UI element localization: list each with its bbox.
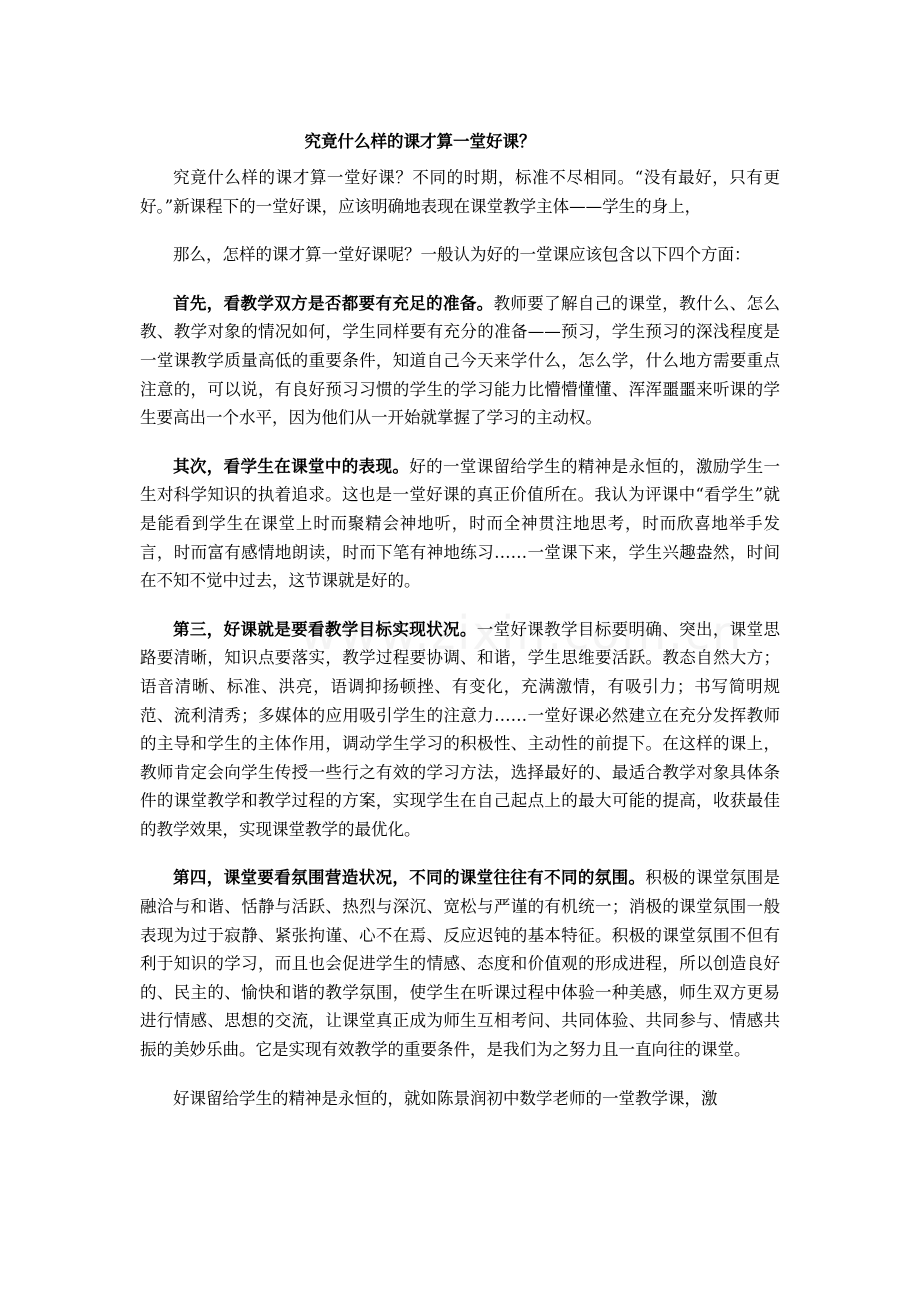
document-title: 究竟什么样的课才算一堂好课？	[304, 132, 536, 151]
paragraph-question	[140, 241, 780, 270]
paragraph-fourth-point	[140, 864, 780, 1064]
document-body	[140, 164, 780, 1133]
paragraph-text: 那么，怎样的课才算一堂好课呢？一般认为好的一堂课应该包含以下四个方面：	[173, 245, 751, 265]
paragraph-intro	[140, 164, 780, 221]
paragraph-text: 好的一堂课留给学生的精神是永恒的，激励学生一生对科学知识的执着追求。这也是一堂好课的真正价值所在。我认为评课中“看学生”就是能看到学生在课堂上时而聚精会神地听，时而全神贯注地思考，时而欣喜地举手发言，时而富有感情地朗读，时而下笔有神地练习……一堂课下来，学生兴趣盎然，时间在不知不觉中过去，这节课就是好的。	[140, 456, 781, 591]
paragraph-text: 好课留给学生的精神是永恒的，就如陈景润初中数学老师的一堂教学课，激	[173, 1088, 718, 1108]
paragraph-text: 一堂好课教学目标要明确、突出，课堂思路要清晰，知识点要落实，教学过程要协调、和谐，学生思维要活跃。教态自然大方；语音清晰、标准、洪亮，语调抑扬顿挫、有变化，充满激情，有吸引力；书写简明规范、流利清秀；多媒体的应用吸引学生的注意力……一堂好课必然建立在充分发挥教师的主导和学生的主体作用，调动学生学习的积极性、主动性的前提下。在这样的课上，教师肯定会向学生传授一些行之有效的学习方法，选择最好的、最适合教学对象具体条件的课堂教学和教学过程的方案，实现学生在自己起点上的最大可能的提高，收获最佳的教学效果，实现课堂教学的最优化。	[140, 619, 781, 839]
paragraph-third-point	[140, 616, 780, 845]
paragraph-text: 教师要了解自己的课堂，教什么、怎么教、教学对象的情况如何，学生同样要有充分的准备——预习，学生预习的深浅程度是一堂课教学质量高低的重要条件，知道自己今天来学什么，怎么学，什么地方需要重点注意的，可以说，有良好预习习惯的学生的学习能力比懵懵懂懂、浑浑噩噩来听课的学生要高出一个水平，因为他们从一开始就掌握了学习的主动权。	[140, 293, 781, 428]
paragraph-second-point	[140, 453, 780, 596]
paragraph-lead: 首先，看教学双方是否都要有充足的准备。	[173, 293, 494, 313]
paragraph-closing	[140, 1085, 780, 1114]
paragraph-text: 积极的课堂氛围是融洽与和谐、恬静与活跃、热烈与深沉、宽松与严谨的有机统一；消极的课堂氛围一般表现为过于寂静、紧张拘谨、心不在焉、反应迟钝的基本特征。积极的课堂氛围不但有利于知识的学习，而且也会促进学生的情感、态度和价值观的形成进程，所以创造良好的、民主的、愉快和谐的教学氛围，使学生在听课过程中体验一种美感，师生双方更易进行情感、思想的交流，让课堂真正成为师生互相考问、共同体验、共同参与、情感共振的美妙乐曲。它是实现有效教学的重要条件，是我们为之努力且一直向往的课堂。	[140, 868, 781, 1060]
paragraph-lead: 第三，好课就是要看教学目标实现状况。	[173, 619, 477, 639]
paragraph-lead: 第四，课堂要看氛围营造状况，不同的课堂往往有不同的氛围。	[173, 868, 646, 888]
paragraph-lead: 其次，看学生在课堂中的表现。	[173, 456, 410, 476]
paragraph-first-point	[140, 290, 780, 433]
paragraph-text: 究竟什么样的课才算一堂好课？不同的时期，标准不尽相同。“没有最好，只有更好。”新课程下的一堂好课，应该明确地表现在课堂教学主体——学生的身上，	[140, 168, 780, 216]
